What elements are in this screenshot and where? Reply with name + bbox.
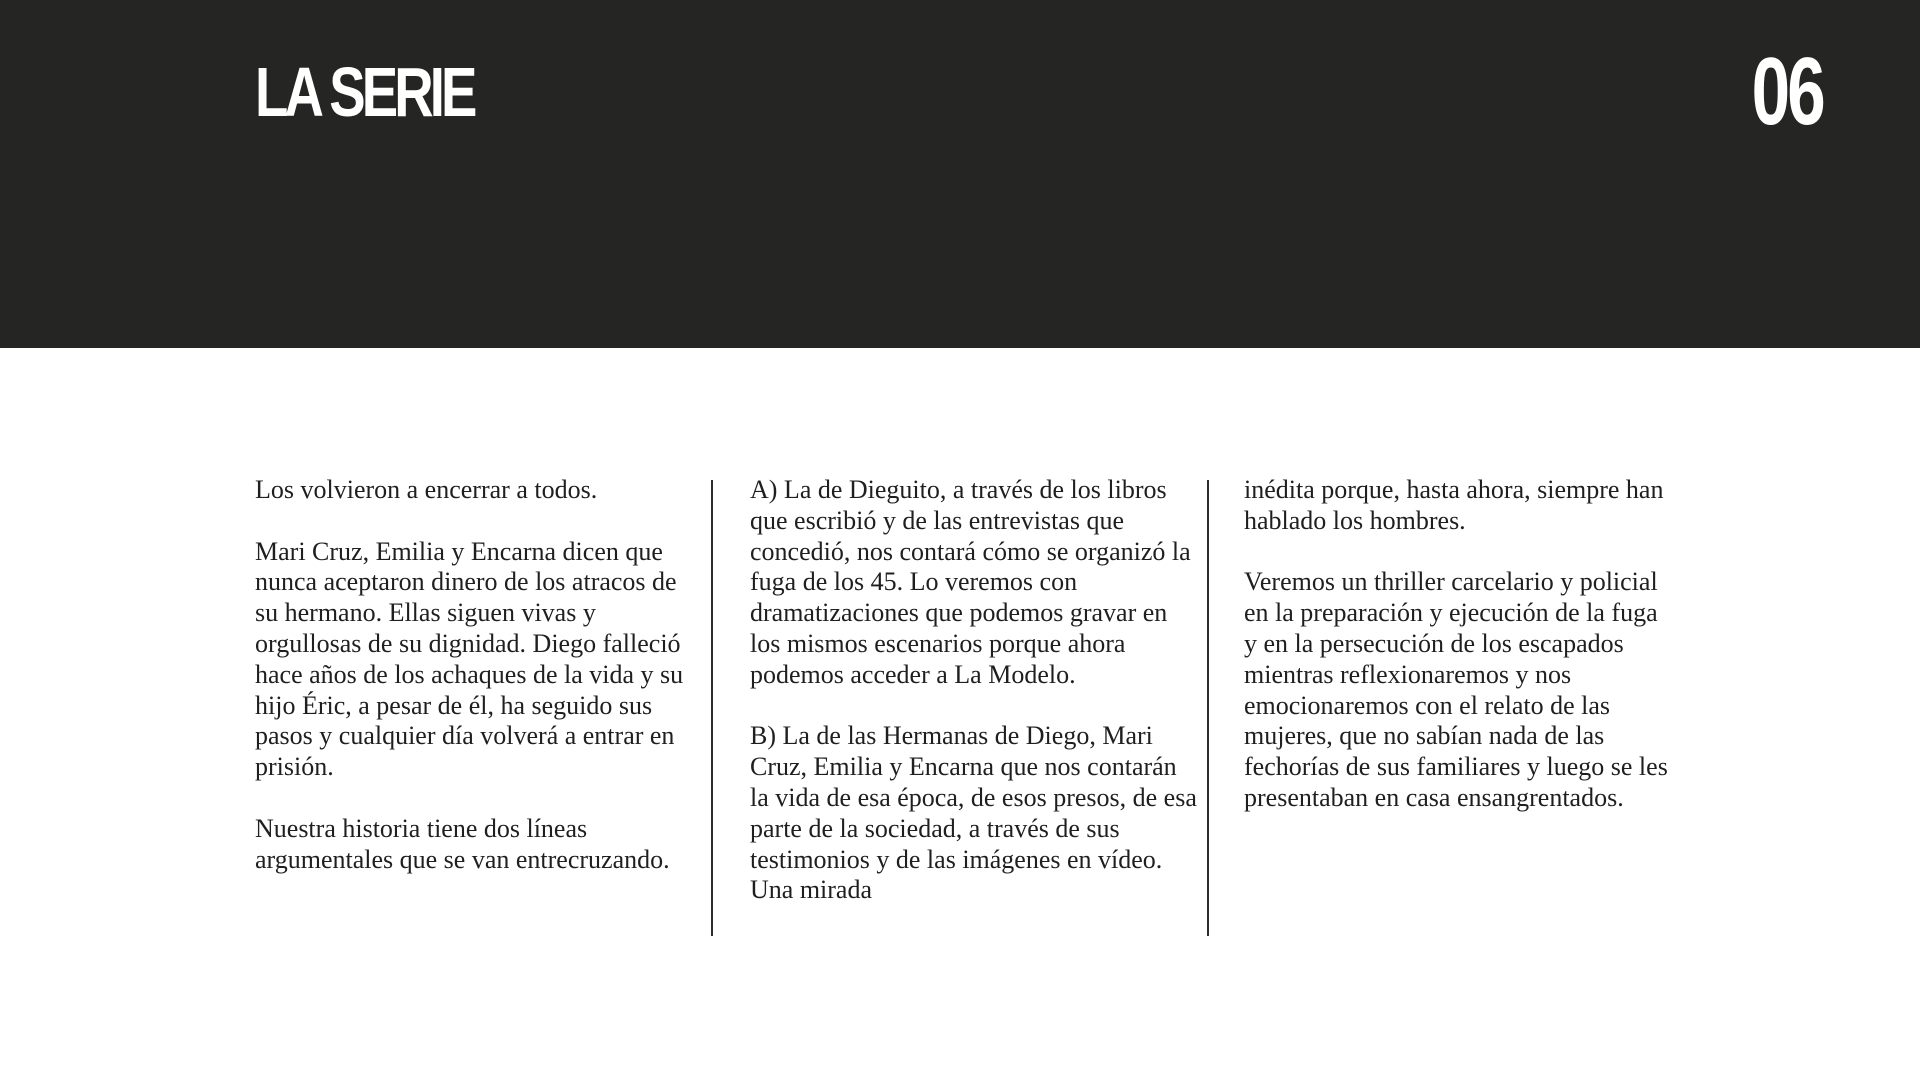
column-3-paragraph-1: inédita porque, hasta ahora, siempre han hablado los hombres. (1244, 475, 1664, 535)
column-3-paragraph-2: Veremos un thriller carcelario y policial en la preparación y ejecución de la fuga y en la persecución de los escapados mientras reflexionaremos y nos emocionaremos con el relato de las mujeres, que no sabían nada de las fechorías de sus familiares y luego se les presentaban en casa ensangrentados. (1244, 567, 1668, 812)
column-2-paragraph-1: A) La de Dieguito, a través de los libros que escribió y de las entrevistas que concedió, nos contará cómo se organizó la fuga de los 45. Lo veremos con dramatizaciones que podemos gravar en los mismos escenarios porque ahora podemos acceder a La Modelo. (750, 475, 1191, 689)
page-number: 06 (1751, 38, 1823, 145)
text-column-3 (1244, 475, 1674, 935)
column-divider-1 (711, 480, 713, 936)
text-column-1 (255, 475, 695, 935)
column-divider-2 (1207, 480, 1209, 936)
column-2-paragraph-2: B) La de las Hermanas de Diego, Mari Cruz, Emilia y Encarna que nos contarán la vida de esa época, de esos presos, de esa parte de la sociedad, a través de sus testimonios y de las imágenes en vídeo. Una mirada (750, 721, 1197, 905)
text-column-2 (750, 475, 1200, 935)
header-band (0, 0, 1920, 348)
section-title: LA SERIE (255, 53, 474, 131)
column-1-paragraph-1: Los volvieron a encerrar a todos. (255, 475, 598, 504)
column-1-paragraph-2: Mari Cruz, Emilia y Encarna dicen que nunca aceptaron dinero de los atracos de su hermano. Ellas siguen vivas y orgullosas de su dignidad. Diego falleció hace años de los achaques de la vida y su hijo Éric, a pesar de él, ha seguido sus pasos y cualquier día volverá a entrar en prisión. (255, 536, 684, 782)
column-1-paragraph-3: Nuestra historia tiene dos líneas argumentales que se van entrecruzando. (255, 813, 670, 874)
